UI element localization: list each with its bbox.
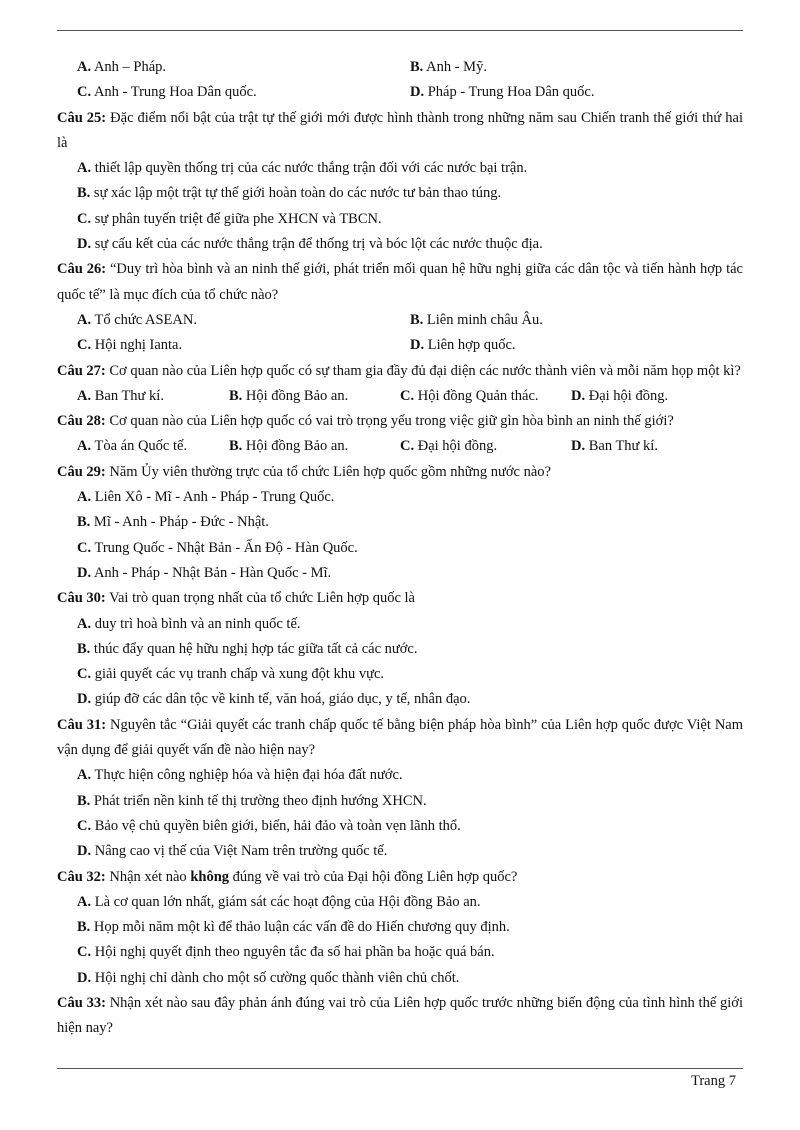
q27-options-row [57, 384, 743, 409]
header-rule [57, 30, 743, 31]
q31-option-a: A. Thực hiện công nghiệp hóa và hiện đại hóa đất nước. [77, 767, 403, 784]
q24-option-d: D. Pháp - Trung Hoa Dân quốc. [410, 84, 595, 101]
q25-option-c: C. sự phân tuyến triệt để giữa phe XHCN và TBCN. [77, 210, 382, 227]
q24-option-a: A. Anh – Pháp. [77, 59, 167, 75]
q29-option-a: A. Liên Xô - Mĩ - Anh - Pháp - Trung Quốc. [77, 489, 335, 506]
question-25: Câu 25: Đặc điểm nổi bật của trật tự thế giới mới được hình thành trong những năm sau Chiến tranh thế giới thứ hai là [57, 109, 743, 151]
q25-option-a: A. thiết lập quyền thống trị của các nước thắng trận đối với các nước bại trận. [77, 160, 528, 177]
q30-option-d: D. giúp đỡ các dân tộc về kinh tế, văn hoá, giáo dục, y tế, nhân đạo. [77, 691, 471, 708]
q27-option-c: C. Hội đồng Quản thác. [400, 387, 539, 404]
q25-option-d: D. sự cấu kết của các nước thắng trận để thống trị và bóc lột các nước thuộc địa. [77, 236, 543, 253]
q24-options-row-2 [57, 80, 743, 105]
q31-option-d: D. Nâng cao vị thế của Việt Nam trên trường quốc tế. [77, 843, 388, 860]
q28-option-b: B. Hội đồng Bảo an. [229, 438, 349, 455]
page-content [57, 55, 743, 1042]
q29-option-d: D. Anh - Pháp - Nhật Bản - Hàn Quốc - Mĩ. [77, 564, 332, 581]
page-number: Trang 7 [691, 1073, 736, 1089]
q24-option-b: B. Anh - Mỹ. [410, 59, 487, 75]
q26-option-c: C. Hội nghị Ianta. [77, 337, 183, 354]
q28-option-d: D. Ban Thư kí. [571, 438, 658, 455]
q31-option-c: C. Bảo vệ chủ quyền biên giới, biển, hải đảo và toàn vẹn lãnh thổ. [77, 817, 461, 834]
q32-option-c: C. Hội nghị quyết định theo nguyên tắc đa số hai phần ba hoặc quá bán. [77, 944, 495, 961]
q25-option-b: B. sự xác lập một trật tự thế giới hoàn toàn do các nước tư bản thao túng. [77, 185, 502, 202]
q27-option-b: B. Hội đồng Bảo an. [229, 387, 349, 404]
q26-option-b: B. Liên minh châu Âu. [410, 311, 543, 328]
footer-rule [57, 1068, 743, 1069]
q29-option-b: B. Mĩ - Anh - Pháp - Đức - Nhật. [77, 514, 269, 531]
question-26: Câu 26: “Duy trì hòa bình và an ninh thế giới, phát triển mối quan hệ hữu nghị giữa các dân tộc và tiến hành hợp tác quốc tế” là mục đích của tổ chức nào? [57, 261, 743, 303]
q29-option-c: C. Trung Quốc - Nhật Bản - Ấn Độ - Hàn Quốc. [77, 539, 358, 556]
q30-option-b: B. thúc đẩy quan hệ hữu nghị hợp tác giữa tất cả các nước. [77, 640, 418, 657]
q26-option-a: A. Tổ chức ASEAN. [77, 311, 197, 328]
q28-option-a: A. Tòa án Quốc tế. [77, 438, 188, 455]
q26-options-row-1 [57, 308, 743, 333]
question-33: Câu 33: Nhận xét nào sau đây phản ánh đúng vai trò của Liên hợp quốc trước những biến động của tình hình thế giới hiện nay? [57, 994, 744, 1037]
q28-option-c: C. Đại hội đồng. [400, 438, 498, 455]
emphasis-khong: không [190, 868, 230, 885]
question-27: Câu 27: Cơ quan nào của Liên hợp quốc có sự tham gia đầy đủ đại diện các nước thành viên và mỗi năm họp một kì? [57, 362, 741, 379]
question-30: Câu 30: Vai trò quan trọng nhất của tổ chức Liên hợp quốc là [57, 590, 415, 607]
question-31: Câu 31: Nguyên tắc “Giải quyết các tranh chấp quốc tế bằng biện pháp hòa bình” của Liên hợp quốc được Việt Nam vận dụng để giải quyết vấn đề nào hiện nay? [57, 716, 743, 759]
q27-option-a: A. Ban Thư kí. [77, 387, 164, 404]
q32-option-d: D. Hội nghị chỉ dành cho một số cường quốc thành viên chủ chốt. [77, 969, 460, 986]
q26-options-row-2 [57, 333, 743, 358]
q32-option-b: B. Họp mỗi năm một kì để thảo luận các vấn đề do Hiến chương quy định. [77, 919, 510, 936]
q24-options-row-1 [57, 55, 743, 80]
q24-option-c: C. Anh - Trung Hoa Dân quốc. [77, 84, 257, 101]
q26-option-d: D. Liên hợp quốc. [410, 337, 516, 354]
q30-option-c: C. giải quyết các vụ tranh chấp và xung đột khu vực. [77, 666, 385, 683]
q30-option-a: A. duy trì hoà bình và an ninh quốc tế. [77, 615, 301, 632]
question-28: Câu 28: Cơ quan nào của Liên hợp quốc có vai trò trọng yếu trong việc giữ gìn hòa bình an ninh thế giới? [57, 413, 674, 430]
q32-option-a: A. Là cơ quan lớn nhất, giám sát các hoạt động của Hội đồng Bảo an. [77, 893, 481, 910]
question-29: Câu 29: Năm Ủy viên thường trực của tổ chức Liên hợp quốc gồm những nước nào? [57, 463, 551, 480]
q27-option-d: D. Đại hội đồng. [571, 387, 669, 404]
q31-option-b: B. Phát triển nền kinh tế thị trường theo định hướng XHCN. [77, 792, 427, 809]
question-32: Câu 32: Nhận xét nào không đúng về vai trò của Đại hội đồng Liên hợp quốc? [57, 868, 518, 885]
q28-options-row [57, 434, 743, 459]
